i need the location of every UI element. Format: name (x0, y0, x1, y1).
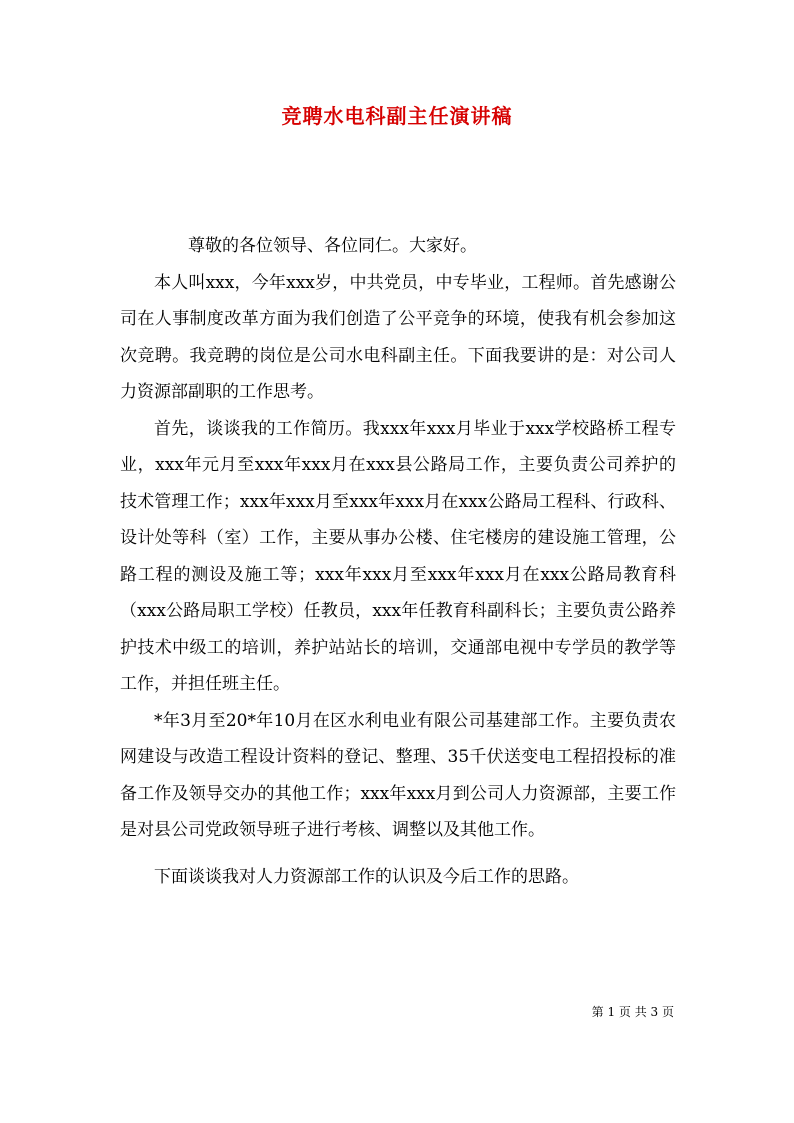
paragraph-transition: 下面谈谈我对人力资源部工作的认识及今后工作的思路。 (154, 866, 579, 887)
document-title: 竞聘水电科副主任演讲稿 (281, 104, 513, 128)
paragraph-intro: 本人叫xxx，今年xxx岁，中共党员，中专毕业，工程师。首先感谢公司在人事制度改革方面为我们创造了公平竞争的环境，使我有机会参加这次竞聘。我竞聘的岗位是公司水电科副主任。下面我要讲的是：对公司人力资源部副职的工作思考。 (120, 272, 676, 402)
document-body (120, 228, 676, 895)
page-number-footer: 第 1 页 共 3 页 (591, 1005, 674, 1019)
paragraph-resume: 首先，谈谈我的工作简历。我xxx年xxx月毕业于xxx学校路桥工程专业，xxx年元月至xxx年xxx月在xxx县公路局工作，主要负责公司养护的技术管理工作；xxx年xxx月至xxx年xxx月在xxx公路局工程科、行政科、设计处等科（室）工作，主要从事办公楼、住宅楼房的建设施工管理，公路工程的测设及施工等；xxx年xxx月至xxx年xxx月在xxx公路局教育科（xxx公路局职工学校）任教员，xxx年任教育科副科长；主要负责公路养护技术中级工的培训，养护站站长的培训，交通部电视中专学员的教学等工作，并担任班主任。 (120, 418, 676, 694)
greeting-paragraph: 尊敬的各位领导、各位同仁。大家好。 (188, 236, 477, 256)
paragraph-experience: *年3月至20*年10月在区水利电业有限公司基建部工作。主要负责农网建设与改造工程设计资料的登记、整理、35千伏送变电工程招投标的准备工作及领导交办的其他工作；xxx年xxx月到公司人力资源部，主要工作是对县公司党政领导班子进行考核、调整以及其他工作。 (120, 710, 676, 840)
